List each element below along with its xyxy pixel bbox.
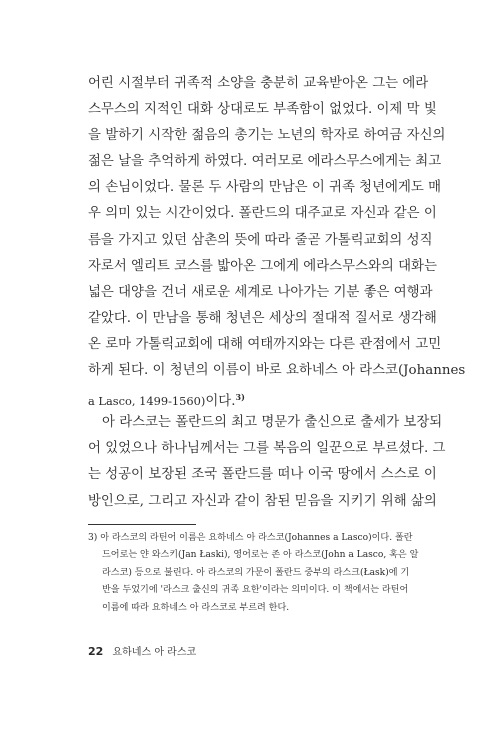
body-line: 방인으로, 그리고 자신과 같이 참된 믿음을 지키기 위해 삶의	[88, 493, 437, 509]
footnote	[88, 530, 421, 617]
body-line: 하게 된다. 이 청년의 이름이 바로 요하네스 아 라스코(Johannes	[88, 363, 466, 379]
running-title: 요하네스 아 라스코	[112, 647, 197, 658]
body-line: 을 발하기 시작한 젊음의 총기는 노년의 학자로 하여금 자신의	[88, 128, 446, 144]
footnote-line: 반을 두었기에 '라스크 출신의 귀족 요한'이라는 의미이다. 이 책에서는 라틴어	[102, 585, 409, 596]
body-line: 의 손님이었다. 물론 두 사람의 만남은 이 귀족 청년에게도 매	[88, 180, 442, 196]
body-line-tail: 이다.	[205, 394, 236, 410]
page-number: 22	[88, 645, 104, 658]
body-line: 는 성공이 보장된 조국 폴란드를 떠나 이국 땅에서 스스로 이	[88, 467, 437, 483]
footnote-line: 드어로는 얀 와스키(Jan Łaski), 영어로는 존 아 라스코(John a Lasco, 혹은 알	[102, 550, 419, 561]
footnote-marker[interactable]: 3)	[235, 392, 245, 403]
body-line: 어 있었으나 하나님께서는 그를 복음의 일꾼으로 부르셨다. 그	[88, 441, 446, 457]
footnote-divider	[88, 524, 196, 525]
page-footer	[88, 643, 196, 658]
body-line: 스무스의 지적인 대화 상대로도 부족함이 없었다. 이제 막 빛	[88, 102, 437, 118]
body-line: 넓은 대양을 건너 새로운 세계로 나아가는 기분 좋은 여행과	[88, 284, 433, 300]
body-line: 자로서 엘리트 코스를 밟아온 그에게 에라스무스와의 대화는	[88, 258, 437, 274]
body-line: 젊은 날을 추억하게 하였다. 여러모로 에라스무스에게는 최고	[88, 154, 442, 170]
footnote-line: 이름에 따라 요하네스 아 라스코로 부르려 한다.	[102, 602, 290, 613]
latin-name-text: a Lasco, 1499-1560)	[88, 394, 206, 409]
body-line: 우 의미 있는 시간이었다. 폴란드의 대주교로 자신과 같은 이	[88, 206, 437, 222]
body-line	[88, 384, 421, 410]
body-line: 같았다. 이 만남을 통해 청년은 세상의 절대적 질서로 생각해	[88, 310, 437, 326]
footnote-line: 3) 아 라스코의 라틴어 이름은 요하네스 아 라스코(Johannes a Lasco)이다. 폴란	[88, 533, 413, 543]
body-text	[88, 71, 466, 515]
body-line: 온 로마 가톨릭교회에 대해 여태까지와는 다른 관점에서 고민	[88, 336, 442, 352]
body-line: 름을 가지고 있던 삼촌의 뜻에 따라 줄곧 가톨릭교회의 성직	[88, 232, 433, 248]
footnote-line: 라스코) 등으로 불린다. 아 라스코의 가문이 폴란드 중부의 라스크(Łask)에 기	[102, 567, 410, 578]
body-line: 어린 시절부터 귀족적 소양을 충분히 교육받아온 그는 에라	[88, 76, 429, 91]
paragraph-indent-line: 아 라스코는 폴란드의 최고 명문가 출신으로 출세가 보장되	[102, 415, 443, 431]
